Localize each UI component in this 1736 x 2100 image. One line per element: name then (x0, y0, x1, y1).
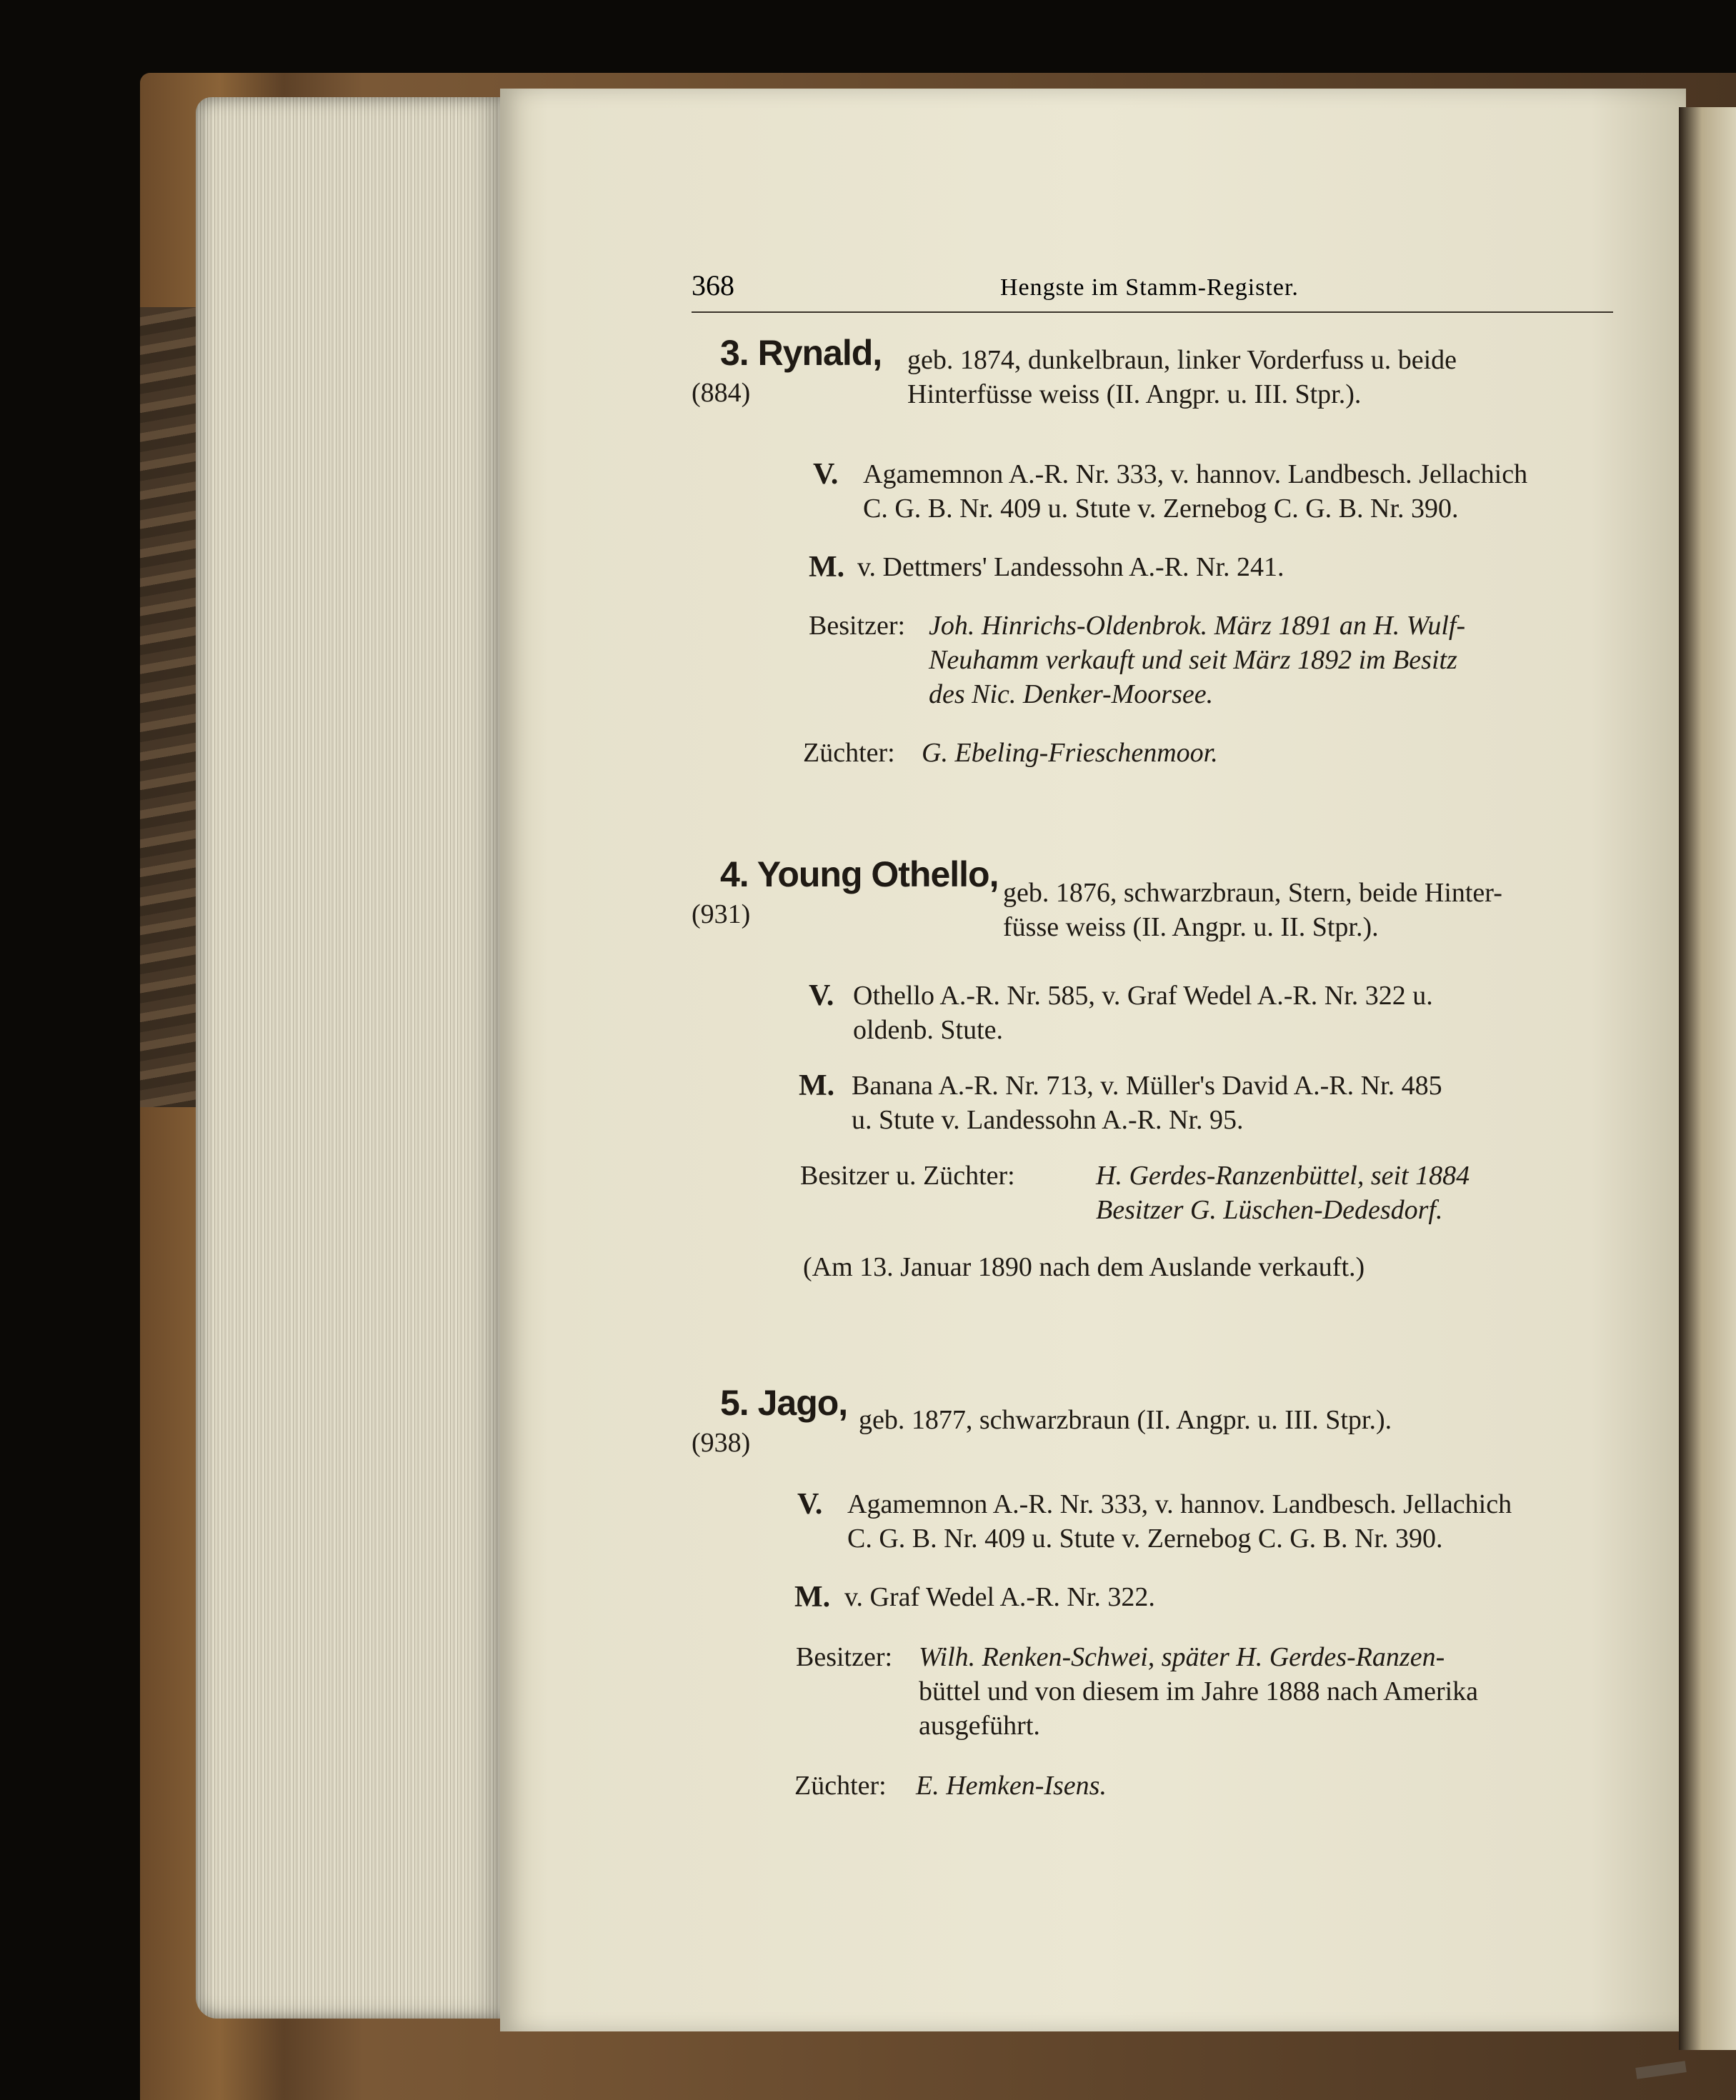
sire-line: C. G. B. Nr. 409 u. Stute v. Zernebog C. G. B. Nr. 390. (847, 1524, 1443, 1554)
entry-title: 5. Jago, (720, 1383, 848, 1423)
sire-line: C. G. B. Nr. 409 u. Stute v. Zernebog C. G. B. Nr. 390. (863, 494, 1459, 524)
sire-text (863, 457, 1527, 526)
description-line: Hinterfüsse weiss (II. Angpr. u. III. Stpr.). (907, 379, 1362, 409)
owner-line: Neuhamm verkauft und seit März 1892 im Besitz (929, 645, 1457, 675)
sire-text (853, 979, 1433, 1047)
entry-description (859, 1403, 1392, 1437)
owner-text (919, 1640, 1478, 1743)
entry-title: 4. Young Othello, (720, 854, 999, 894)
dam-label: M. (794, 1581, 831, 1614)
owner-text (929, 609, 1465, 711)
description-line: geb. 1877, schwarzbraun (II. Angpr. u. III. Stpr.). (859, 1405, 1392, 1435)
owner-line: des Nic. Denker-Moorsee. (929, 679, 1214, 709)
page-edges (196, 97, 503, 2019)
sire-label: V. (809, 979, 834, 1012)
owner-line: Joh. Hinrichs-Oldenbrok. März 1891 an H. Wulf- (929, 611, 1466, 641)
page-gutter (1679, 107, 1736, 2050)
breeder-text (922, 736, 1218, 770)
dam-line: u. Stute v. Landessohn A.-R. Nr. 95. (852, 1105, 1244, 1135)
sire-line: Othello A.-R. Nr. 585, v. Graf Wedel A.-R. Nr. 322 u. (853, 981, 1433, 1011)
owner-line: büttel und von diesem im Jahre 1888 nach Amerika (919, 1676, 1479, 1706)
owner-line: ausgeführt. (919, 1711, 1040, 1741)
owner-breeder-label: Besitzer u. Züchter: (800, 1161, 1015, 1191)
page-number: 368 (692, 269, 734, 301)
description-line: füsse weiss (II. Angpr. u. II. Stpr.). (1003, 912, 1379, 942)
breeder-label: Züchter: (803, 738, 895, 768)
sire-label: V. (797, 1488, 823, 1521)
dam-text (844, 1580, 1155, 1614)
breeder-line: E. Hemken-Isens. (916, 1771, 1107, 1801)
breeder-text (916, 1769, 1107, 1803)
owner-line: H. Gerdes-Ranzenbüttel, seit 1884 (1096, 1161, 1470, 1191)
breeder-label: Züchter: (794, 1771, 887, 1801)
cover-marbled-band (140, 307, 204, 1107)
breeder-line: G. Ebeling-Frieschenmoor. (922, 738, 1218, 768)
register-number: (931) (692, 899, 751, 929)
dam-line: v. Dettmers' Landessohn A.-R. Nr. 241. (857, 552, 1284, 582)
owner-label: Besitzer: (796, 1642, 893, 1672)
entry-description (1003, 876, 1502, 944)
sire-line: Agamemnon A.-R. Nr. 333, v. hannov. Landbesch. Jellachich (863, 459, 1528, 489)
owner-line: Besitzer G. Lüschen-Dedesdorf. (1096, 1195, 1443, 1225)
entry-note: (Am 13. Januar 1890 nach dem Auslande verkauft.) (803, 1252, 1365, 1282)
entry-title: 3. Rynald, (720, 333, 882, 373)
page-header (692, 269, 1613, 313)
owner-breeder-text (1096, 1159, 1470, 1227)
dam-text (857, 550, 1284, 584)
owner-label: Besitzer: (809, 611, 906, 641)
sire-text (847, 1487, 1512, 1556)
sire-line: oldenb. Stute. (853, 1015, 1004, 1045)
sire-line: Agamemnon A.-R. Nr. 333, v. hannov. Landbesch. Jellachich (847, 1489, 1512, 1519)
dam-label: M. (809, 551, 845, 584)
dam-label: M. (799, 1069, 835, 1102)
running-head: Hengste im Stamm-Register. (1000, 274, 1299, 301)
sire-label: V. (813, 458, 839, 491)
entry-description (907, 343, 1457, 411)
description-line: geb. 1876, schwarzbraun, Stern, beide Hinter- (1003, 878, 1502, 908)
dam-text (852, 1069, 1442, 1137)
register-number: (884) (692, 378, 751, 408)
dam-line: Banana A.-R. Nr. 713, v. Müller's David A.-R. Nr. 485 (852, 1071, 1442, 1101)
owner-line: Wilh. Renken-Schwei, später H. Gerdes-Ranzen- (919, 1642, 1445, 1672)
register-number: (938) (692, 1428, 751, 1458)
description-line: geb. 1874, dunkelbraun, linker Vorderfuss u. beide (907, 345, 1457, 375)
dam-line: v. Graf Wedel A.-R. Nr. 322. (844, 1582, 1155, 1612)
